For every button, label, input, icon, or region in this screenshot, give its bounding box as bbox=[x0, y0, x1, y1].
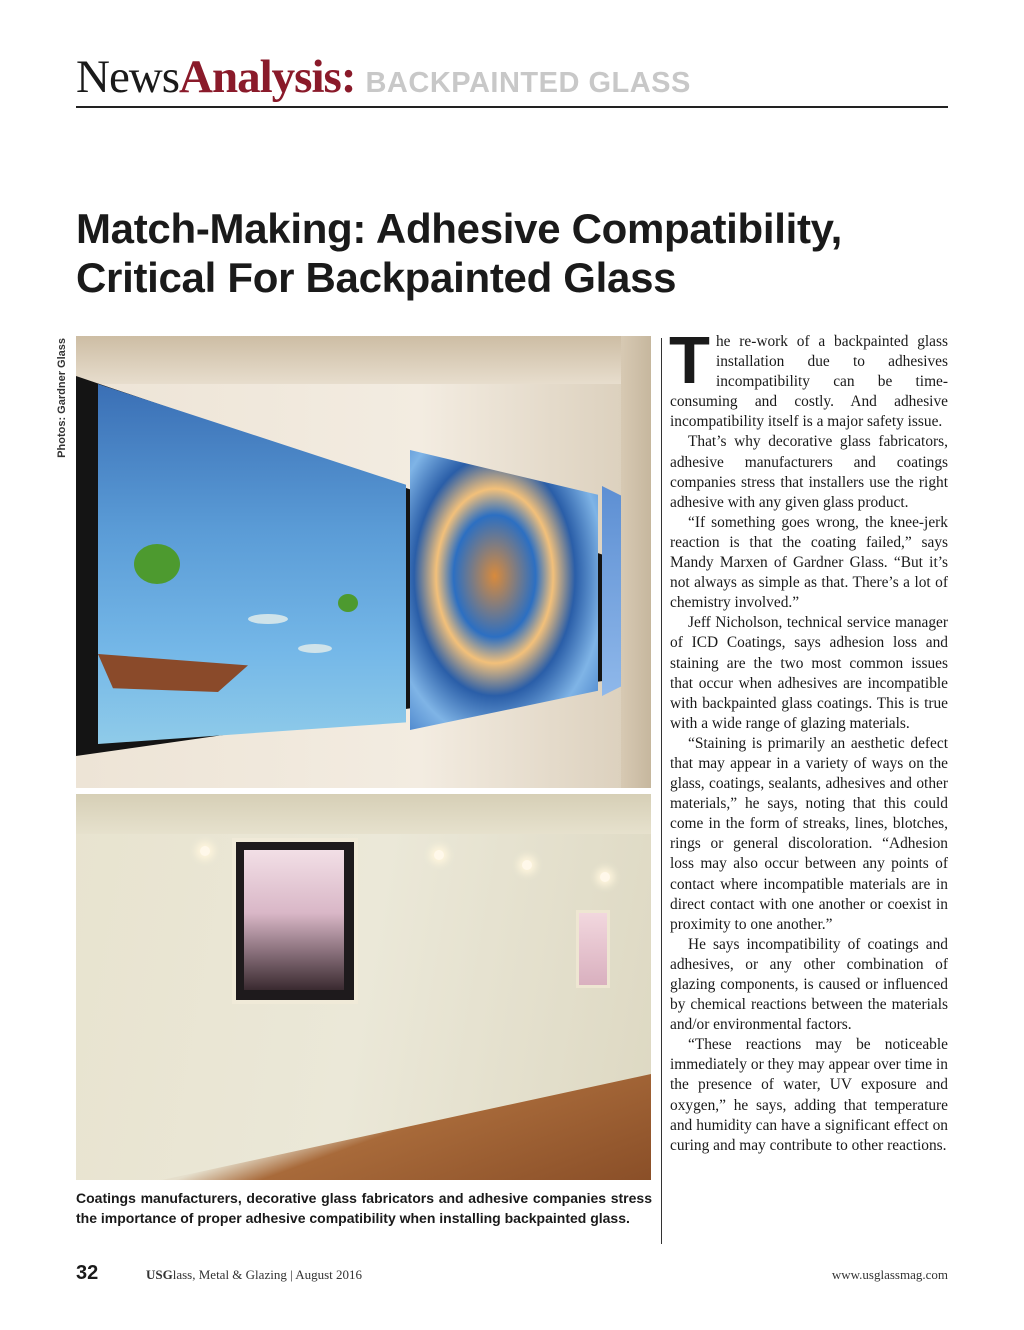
boat bbox=[98, 654, 248, 692]
article-paragraph: That’s why decorative glass fabricators, adhesive manufacturers and coatings companies stress that installers use the right adhesive with any given glass product. bbox=[670, 433, 948, 511]
photo-glass-panels bbox=[76, 336, 651, 788]
header-topic: BACKPAINTED GLASS bbox=[365, 67, 691, 99]
header-analysis: Analysis: bbox=[179, 51, 356, 103]
wood-floor bbox=[76, 1074, 651, 1180]
headline-line-2: Critical For Backpainted Glass bbox=[76, 254, 677, 301]
drop-cap: T bbox=[669, 323, 710, 398]
website-link[interactable]: www.usglassmag.com bbox=[831, 1267, 948, 1282]
photo-caption: Coatings manufacturers, decorative glass fabricators and adhesive companies stress the importance of proper adhesive compatibility when installing backpainted glass. bbox=[76, 1190, 652, 1226]
header-news: News bbox=[76, 51, 180, 103]
photo-corridor bbox=[76, 794, 651, 1180]
page-number: 32 bbox=[76, 1262, 99, 1284]
glass-panel-swirl bbox=[410, 450, 598, 730]
display-window bbox=[232, 838, 358, 1004]
article-paragraph: Jeff Nicholson, technical service manager of ICD Coatings, says adhesion loss and staining are the two most common issues that occur when adhesives are incompatible with backpainted glass coatings. This is true with a wide range of glazing materials. bbox=[670, 614, 948, 732]
article-headline bbox=[76, 204, 956, 302]
publication-bold: USG bbox=[146, 1267, 173, 1282]
column-divider bbox=[661, 338, 662, 1244]
headline-line-1: Match-Making: Adhesive Compatibility, bbox=[76, 205, 842, 252]
glass-panel-pond bbox=[98, 384, 406, 744]
publication-rest: lass, Metal & Glazing | August 2016 bbox=[172, 1267, 363, 1282]
article-paragraph: “Staining is primarily an aesthetic defect that may appear in a variety of ways on the glass, coatings, sealants, adhesives and other materials,” he says, noting that this could come in the form of streaks, lines, blotches, rings or general discoloration. “Adhesion loss may also occur between any points of contact where incompatible materials are in direct contact with one another or coexist in proximity to one another.” bbox=[670, 734, 948, 933]
photo-credit-text: Photos: Gardner Glass bbox=[56, 338, 68, 458]
article-paragraph: He says incompatibility of coatings and adhesives, or any other combination of glazing components, is caused or influenced by chemical reactions between the materials and/or environmental factors. bbox=[670, 935, 948, 1034]
display-window-small bbox=[576, 910, 610, 988]
article-paragraph: “If something goes wrong, the knee-jerk reaction is that the coating failed,” says Mandy Marxen of Gardner Glass. “But it’s not always as simple as that. There’s a lot of chemistry involved.” bbox=[670, 513, 948, 612]
section-header bbox=[76, 52, 948, 108]
publication-info bbox=[146, 1267, 362, 1283]
article-body bbox=[669, 323, 948, 1156]
section-header-line bbox=[76, 50, 691, 104]
article-paragraph: The re-work of a backpainted glass installation due to adhesives incompatibility can be time-consuming and costly. And adhesive incompatibility itself is a major safety issue. bbox=[669, 323, 948, 431]
article-paragraph: “These reactions may be noticeable immediately or they may appear over time in the presence of water, UV exposure and oxygen,” he says, adding that temperature and humidity can have a significant effect on curing and may contribute to other reactions. bbox=[670, 1036, 948, 1154]
photo-credit bbox=[56, 338, 70, 458]
page-footer bbox=[76, 1262, 948, 1286]
